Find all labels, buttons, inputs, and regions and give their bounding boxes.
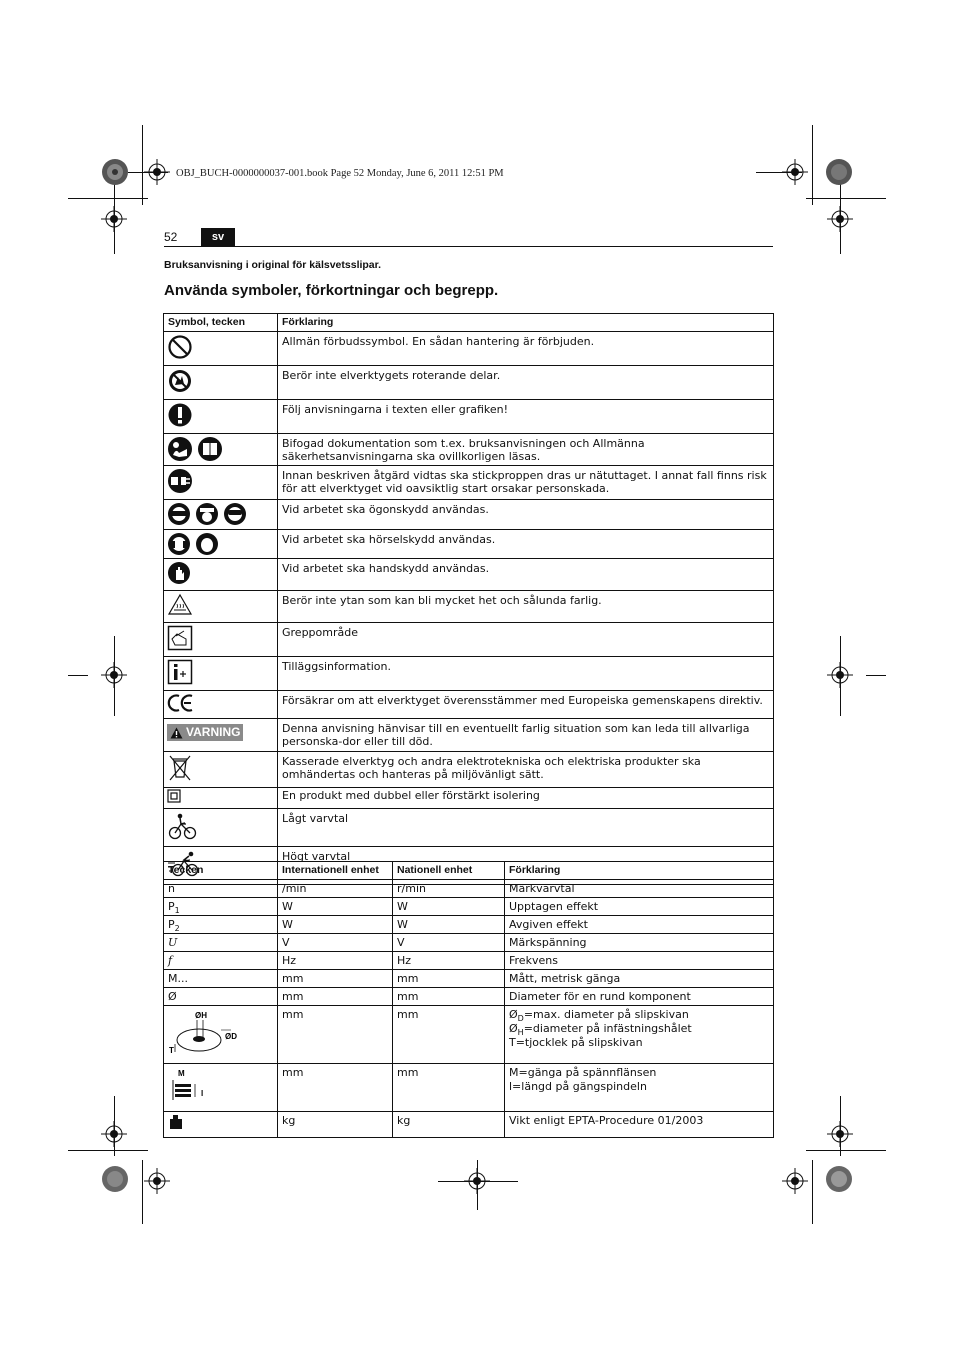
intl-unit-cell: V	[278, 934, 393, 952]
spindle-label-m: M	[178, 1069, 185, 1078]
crop-line	[806, 1150, 886, 1151]
symbol-subscript: H	[517, 1028, 524, 1038]
grinding-disc-diagram-icon	[167, 1008, 247, 1056]
document-subtitle: Bruksanvisning i original för kälsvetsslipar.	[164, 259, 382, 271]
explanation-cell: Vid arbetet ska ögonskydd användas.	[278, 500, 774, 530]
natl-unit-cell: mm	[393, 988, 505, 1006]
disc-label-h: ØH	[195, 1011, 207, 1020]
crop-line	[840, 636, 841, 716]
explanation-cell: Frekvens	[505, 952, 774, 970]
crop-line	[812, 1160, 813, 1224]
sign-cell	[164, 916, 278, 934]
read-manual-icon	[167, 436, 193, 462]
crop-line	[114, 636, 115, 716]
intl-unit-cell: /min	[278, 880, 393, 898]
spindle-label-l: l	[201, 1089, 204, 1098]
natl-unit-cell: mm	[393, 970, 505, 988]
grip-area-icon	[167, 625, 193, 651]
natl-unit-cell: W	[393, 916, 505, 934]
table-row	[164, 898, 774, 916]
explanation-cell: Diameter för en rund komponent	[505, 988, 774, 1006]
table-row	[164, 466, 774, 500]
page-number: 52	[164, 230, 178, 244]
explanation-cell	[505, 1064, 774, 1112]
symbols-table-header	[164, 314, 774, 332]
registration-mark-icon	[144, 159, 170, 185]
warning-triangle-icon	[170, 727, 183, 739]
explanation-line	[509, 1008, 769, 1022]
explanation-cell: Upptagen effekt	[505, 898, 774, 916]
explanation-text: =diameter på infästningshålet	[523, 1022, 692, 1035]
crop-line	[142, 1160, 143, 1224]
intl-unit-cell: mm	[278, 988, 393, 1006]
column-header: Tecken	[164, 862, 278, 880]
crop-line	[68, 1150, 148, 1151]
natl-unit-cell: Hz	[393, 952, 505, 970]
table-row	[164, 809, 774, 847]
symbol-cell	[164, 809, 278, 847]
explanation-cell: Märkvarvtal	[505, 880, 774, 898]
natl-unit-cell: W	[393, 898, 505, 916]
explanation-text: =max. diameter på slipskivan	[523, 1008, 689, 1021]
crop-line	[806, 198, 886, 199]
intl-unit-cell: Hz	[278, 952, 393, 970]
table-row	[164, 916, 774, 934]
symbol-cell	[164, 500, 278, 530]
explanation-cell: Kasserade elverktyg och andra elektrotekniska och elektriska produkter ska omhändertas och hanteras på miljövänligt sätt.	[278, 752, 774, 788]
symbol-cell	[164, 788, 278, 809]
symbol-cell	[164, 400, 278, 434]
color-wheel-icon	[101, 158, 129, 186]
sign-cell: M...	[164, 970, 278, 988]
explanation-cell: Denna anvisning hänvisar till en eventuellt farlig situation som kan leda till allvarliga personska-dor eller till död.	[278, 719, 774, 752]
explanation-cell: Mått, metrisk gänga	[505, 970, 774, 988]
info-icon	[167, 659, 193, 685]
sign-text: P	[168, 900, 175, 913]
table-row	[164, 1006, 774, 1064]
symbol-text: Ø	[509, 1022, 518, 1035]
natl-unit-cell: r/min	[393, 880, 505, 898]
color-wheel-icon	[101, 1165, 129, 1193]
manual-book-icon	[197, 436, 223, 462]
column-header: Symbol, tecken	[164, 314, 278, 332]
registration-mark-icon	[782, 159, 808, 185]
warning-label: VARNING	[186, 725, 241, 739]
ear-protection-icon	[167, 532, 191, 556]
column-header: Förklaring	[278, 314, 774, 332]
intl-unit-cell: kg	[278, 1112, 393, 1138]
crop-line	[477, 1160, 478, 1210]
intl-unit-cell: mm	[278, 1064, 393, 1112]
explanation-cell: Bifogad dokumentation som t.ex. bruksanvisningen och Allmänna säkerhetsanvisningarna ska ovillkorligen läsas.	[278, 434, 774, 466]
table-row	[164, 1064, 774, 1112]
hot-surface-icon	[167, 593, 193, 617]
sign-cell: U	[164, 934, 278, 952]
registration-mark-icon	[101, 206, 127, 232]
sign-cell	[164, 898, 278, 916]
crop-line	[142, 125, 143, 205]
weight-icon	[168, 1114, 184, 1130]
explanation-cell: En produkt med dubbel eller förstärkt isolering	[278, 788, 774, 809]
column-header: Internationell enhet	[278, 862, 393, 880]
column-header: Nationell enhet	[393, 862, 505, 880]
disc-label-t: T	[169, 1046, 174, 1055]
symbol-cell	[164, 466, 278, 500]
sign-cell: Ø	[164, 988, 278, 1006]
explanation-cell: Innan beskriven åtgärd vidtas ska stickproppen dras ur nätuttaget. I annat fall finns risk för att elverktyget vid oavsiktlig start orsakar personskada.	[278, 466, 774, 500]
table-row	[164, 952, 774, 970]
eye-protection-icon	[167, 502, 191, 526]
crop-line	[68, 675, 88, 676]
no-touch-rotating-icon	[167, 368, 193, 394]
table-row	[164, 970, 774, 988]
face-shield-icon	[195, 502, 219, 526]
symbol-text: Ø	[509, 1008, 518, 1021]
explanation-cell: Högt varvtal	[278, 847, 774, 885]
explanation-cell: Berör inte elverktygets roterande delar.	[278, 366, 774, 400]
warning-badge-icon	[167, 724, 243, 741]
exclamation-icon	[167, 402, 193, 428]
registration-mark-icon	[827, 206, 853, 232]
language-badge: sv	[201, 228, 235, 246]
registration-mark-icon	[144, 1168, 170, 1194]
units-table-header	[164, 862, 774, 880]
natl-unit-cell: kg	[393, 1112, 505, 1138]
explanation-line: T=tjocklek på slipskivan	[509, 1036, 643, 1049]
crop-line	[438, 1181, 518, 1182]
explanation-cell: Vid arbetet ska hörselskydd användas.	[278, 530, 774, 559]
table-row	[164, 332, 774, 366]
symbol-cell	[164, 623, 278, 657]
table-row	[164, 434, 774, 466]
explanation-cell: Lågt varvtal	[278, 809, 774, 847]
intl-unit-cell: W	[278, 916, 393, 934]
sign-cell: n	[164, 880, 278, 898]
explanation-cell: Allmän förbudssymbol. En sådan hantering är förbjuden.	[278, 332, 774, 366]
registration-mark-icon	[782, 1168, 808, 1194]
column-header: Förklaring	[505, 862, 774, 880]
explanation-cell: Vid arbetet ska handskydd användas.	[278, 559, 774, 591]
explanation-cell: Berör inte ytan som kan bli mycket het och sålunda farlig.	[278, 591, 774, 623]
explanation-cell: Försäkrar om att elverktyget överensstämmer med Europeiska gemenskapens direktiv.	[278, 691, 774, 719]
sign-text: P	[168, 918, 175, 931]
symbol-cell	[164, 752, 278, 788]
table-row	[164, 623, 774, 657]
explanation-cell: Tilläggsinformation.	[278, 657, 774, 691]
table-row	[164, 1112, 774, 1138]
sign-cell	[164, 1112, 278, 1138]
explanation-cell: Greppområde	[278, 623, 774, 657]
crop-line	[68, 198, 148, 199]
low-speed-icon	[167, 811, 197, 841]
crop-line	[114, 1096, 115, 1156]
explanation-line: l=längd på gängspindeln	[509, 1080, 647, 1093]
sign-subscript: 1	[174, 906, 180, 916]
table-row	[164, 788, 774, 809]
explanation-cell: Avgiven effekt	[505, 916, 774, 934]
color-wheel-icon	[825, 1165, 853, 1193]
explanation-line	[509, 1022, 769, 1036]
symbol-cell	[164, 434, 278, 466]
explanation-cell	[505, 1006, 774, 1064]
table-row	[164, 934, 774, 952]
intl-unit-cell: mm	[278, 970, 393, 988]
table-row	[164, 366, 774, 400]
table-row	[164, 988, 774, 1006]
double-insulation-icon	[167, 789, 181, 803]
hand-protection-icon	[167, 561, 191, 585]
intl-unit-cell: mm	[278, 1006, 393, 1064]
crop-line	[840, 1096, 841, 1156]
table-row	[164, 752, 774, 788]
table-row	[164, 591, 774, 623]
symbol-cell	[164, 366, 278, 400]
explanation-cell: Märkspänning	[505, 934, 774, 952]
symbol-cell	[164, 559, 278, 591]
weee-bin-icon	[167, 754, 193, 782]
section-title: Använda symboler, förkortningar och begrepp.	[164, 282, 499, 299]
table-row	[164, 880, 774, 898]
symbol-cell	[164, 530, 278, 559]
units-table	[163, 861, 774, 1138]
natl-unit-cell: V	[393, 934, 505, 952]
color-wheel-icon	[825, 158, 853, 186]
prohibition-icon	[167, 334, 193, 360]
explanation-cell: Vikt enligt EPTA-Procedure 01/2003	[505, 1112, 774, 1138]
disc-label-d: ØD	[225, 1032, 237, 1041]
sign-cell	[164, 1006, 278, 1064]
sign-cell: f	[164, 952, 278, 970]
table-row	[164, 657, 774, 691]
crop-line	[866, 675, 886, 676]
table-row	[164, 400, 774, 434]
ear-muffs-icon	[195, 532, 219, 556]
sign-cell	[164, 1064, 278, 1112]
unplug-icon	[167, 468, 193, 494]
table-row	[164, 500, 774, 530]
goggles-icon	[223, 502, 247, 526]
spindle-thread-diagram-icon	[167, 1066, 211, 1104]
book-info-line: OBJ_BUCH-0000000037-001.book Page 52 Monday, June 6, 2011 12:51 PM	[176, 168, 504, 179]
intl-unit-cell: W	[278, 898, 393, 916]
table-row	[164, 691, 774, 719]
natl-unit-cell: mm	[393, 1064, 505, 1112]
symbol-cell	[164, 657, 278, 691]
symbol-cell	[164, 719, 278, 752]
table-row	[164, 719, 774, 752]
symbols-table	[163, 313, 774, 885]
symbol-subscript: D	[517, 1014, 524, 1024]
header-rule	[164, 246, 773, 247]
symbol-cell	[164, 332, 278, 366]
crop-line	[812, 125, 813, 205]
explanation-line: M=gänga på spännflänsen	[509, 1066, 657, 1079]
table-row	[164, 559, 774, 591]
sign-subscript: 2	[174, 924, 180, 934]
ce-mark-icon	[167, 693, 195, 713]
symbol-cell	[164, 591, 278, 623]
explanation-cell: Följ anvisningarna i texten eller grafiken!	[278, 400, 774, 434]
natl-unit-cell: mm	[393, 1006, 505, 1064]
table-row	[164, 530, 774, 559]
symbol-cell	[164, 691, 278, 719]
